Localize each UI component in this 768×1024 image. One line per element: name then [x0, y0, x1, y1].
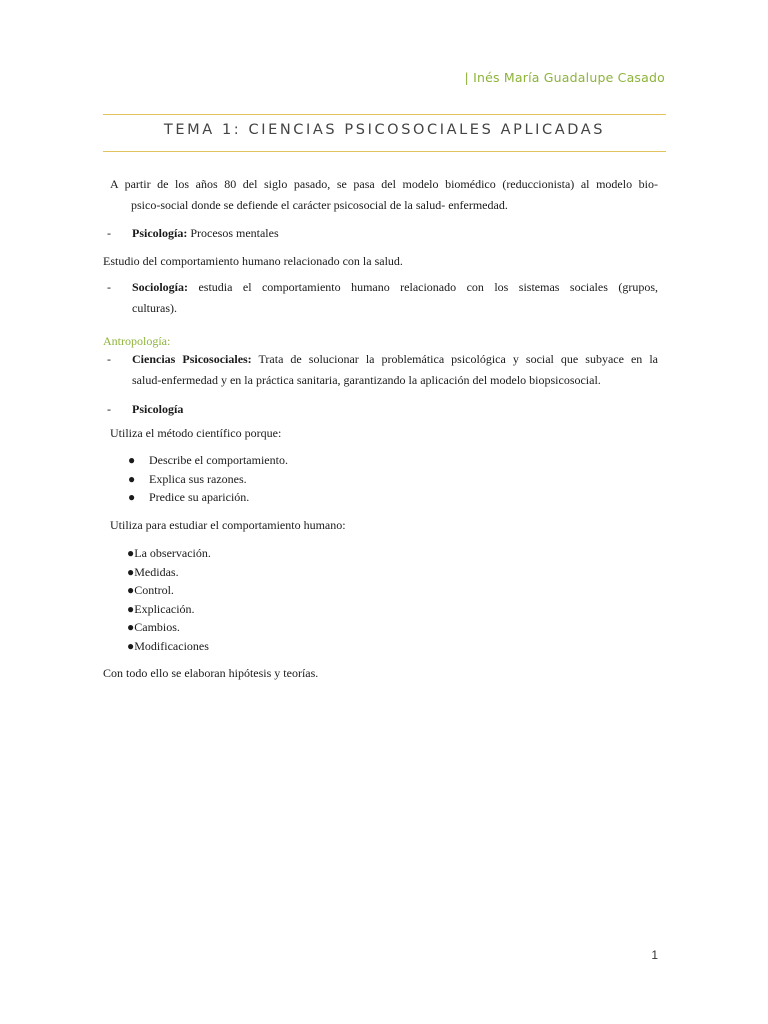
bullet-icon: ● — [127, 564, 135, 579]
antropologia-heading: Antropología: — [103, 334, 171, 348]
bullet-icon: ● — [127, 546, 135, 560]
estudio-paragraph: Estudio del comportamiento humano relacionado con la salud. — [103, 254, 403, 268]
title-rule-bottom — [103, 151, 666, 152]
dash-marker: - — [107, 402, 111, 416]
list-item: Predice su aparición. — [149, 490, 250, 504]
list-item-text: Explicación. — [134, 601, 195, 616]
list-item-text: Cambios. — [134, 620, 180, 634]
dash-marker: - — [107, 280, 111, 294]
bullet-icon: ● — [127, 601, 135, 616]
sociologia-line-1 — [132, 277, 658, 298]
estudio-intro: Utiliza para estudiar el comportamiento humano: — [110, 518, 346, 532]
psicologia-heading — [132, 399, 183, 420]
list-item — [127, 544, 211, 563]
list-item: Describe el comportamiento. — [149, 453, 288, 467]
bullet-icon: ● — [127, 583, 135, 597]
list-item — [127, 637, 209, 656]
list-item — [127, 600, 195, 619]
intro-line-1: A partir de los años 80 del siglo pasado, se pasa del modelo biomédico (reduccionista) al modelo bio- — [110, 177, 658, 191]
ciencias-line-1 — [132, 349, 658, 370]
metodo-intro: Utiliza el método científico porque: — [110, 426, 282, 440]
page-title: TEMA 1: CIENCIAS PSICOSOCIALES APLICADAS — [163, 122, 606, 138]
psicologia-term: Psicología: — [132, 226, 188, 240]
dash-marker: - — [107, 226, 111, 240]
page-number: 1 — [651, 948, 658, 962]
ciencias-term: Ciencias Psicosociales: — [132, 352, 252, 366]
intro-line-2: psico-social donde se defiende el carácter psicosocial de la salud- enfermedad. — [131, 198, 508, 212]
conclusion-paragraph: Con todo ello se elaboran hipótesis y teorías. — [103, 666, 319, 680]
sociologia-term: Sociología: — [132, 280, 188, 294]
list-item — [127, 563, 179, 582]
title-rule-top — [103, 114, 666, 115]
bullet-icon: ● — [128, 471, 136, 486]
sociologia-line-2: culturas). — [132, 301, 177, 315]
list-item-text: La observación. — [134, 546, 211, 560]
list-item: Explica sus razones. — [149, 471, 247, 486]
list-item — [127, 618, 180, 637]
ciencias-line-2: salud-enfermedad y en la práctica sanitaria, garantizando la aplicación del modelo biopsicosocial. — [132, 373, 601, 387]
psicologia-heading-term: Psicología — [132, 402, 184, 416]
list-item-text: Control. — [134, 583, 174, 597]
bullet-icon: ● — [127, 620, 135, 634]
list-item-text: Medidas. — [134, 564, 179, 579]
bullet-icon: ● — [127, 638, 135, 653]
list-item-text: Modificaciones — [134, 638, 209, 653]
ciencias-text: Trata de solucionar la problemática psicológica y social que subyace en la — [251, 352, 658, 366]
psicologia-definition — [132, 223, 279, 244]
sociologia-text: estudia el comportamiento humano relacionado con los sistemas sociales (grupos, — [188, 280, 658, 294]
list-item — [127, 581, 174, 600]
header-author: | Inés María Guadalupe Casado — [464, 70, 665, 85]
bullet-icon: ● — [128, 490, 136, 504]
psicologia-text: Procesos mentales — [187, 226, 279, 240]
dash-marker: - — [107, 352, 111, 366]
bullet-icon: ● — [128, 453, 136, 467]
